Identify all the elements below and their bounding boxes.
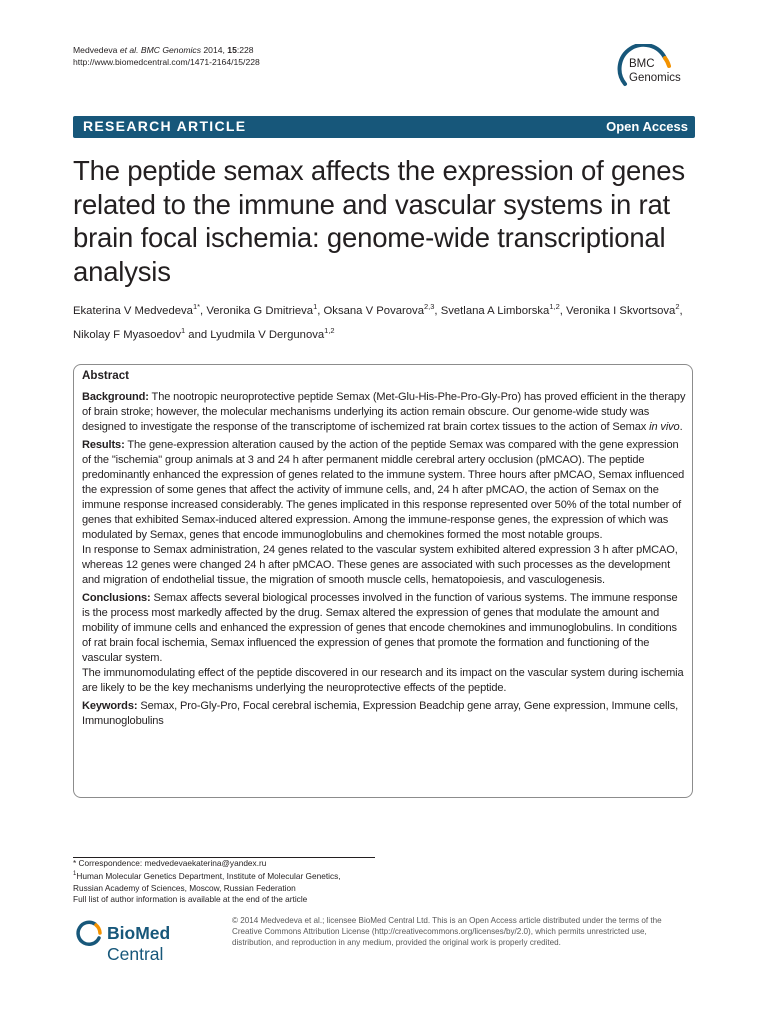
abstract-conclusions: Conclusions: Semax affects several biological processes involved in the function of various systems. The immune response is the process most markedly affected by the drug. Semax altered the expression of genes that modulate the amount and mobility of immune cells and enhanced the expression of genes that encode chemokines and immunoglobulins. In conditions of rat brain focal ischemia, Semax influenced the expression of genes that promote the formation and functioning of the vascular system. <box>82 592 678 664</box>
logo-text-genomics: Genomics <box>629 72 681 84</box>
footnotes <box>73 858 341 905</box>
logo-arc-icon <box>611 44 701 96</box>
logo-text-bmc: BMC <box>629 58 655 70</box>
correspondence-note: * Correspondence: medvedevaekaterina@yandex.ru <box>73 858 267 868</box>
article-type-label: RESEARCH ARTICLE <box>83 118 247 134</box>
affiliation-line-1: $^1$Human Molecular Genetics Department, Institute of Molecular Genetics, <box>73 871 341 882</box>
abstract-results: Results: The gene-expression alteration caused by the action of the peptide Semax was compared with the gene expression of the "ischemia" group animals at 3 and 24 h after permanent middle cerebral artery occlusion (pMCAO). The peptide predominantly enhanced the expression of genes related to the immune system. Three hours after pMCAO, Semax influenced the expression of some genes that affect the activity of immune cells, and, 24 h after pMCAO, the action of Semax on the immune response increased considerably. The genes implicated in this response represented over 50% of the total number of genes that exhibited Semax-induced altered expression. Among the immune-response genes, the expression of which was modulated by Semax, genes that encode immunoglobulins and chemokines formed the most notable groups. <box>82 439 685 541</box>
article-url[interactable]: http://www.biomedcentral.com/1471-2164/15/228 <box>73 57 260 67</box>
citation-line: Medvedeva et al. BMC Genomics 2014, 15:228 <box>73 45 254 55</box>
abstract-keywords: Keywords: Semax, Pro-Gly-Pro, Focal cerebral ischemia, Expression Beadchip gene array, Gene expression, Immune cells, Immunoglobulins <box>82 700 679 727</box>
abstract-heading: Abstract <box>82 369 130 382</box>
author-line-2: Nikolay F Myasoedov$^1$ and Lyudmila V Dergunova$^{1,2}$ <box>73 325 335 341</box>
biomed-central-wordmark: BioMed Central <box>107 923 171 964</box>
author-list <box>73 297 698 345</box>
citation-header <box>73 44 260 68</box>
article-title: The peptide semax affects the expression of genes related to the immune and vascular systems in rat brain focal ischemia: genome-wide transcriptional analysis <box>73 155 685 287</box>
bmc-genomics-logo <box>605 44 705 96</box>
abstract-results-cont: In response to Semax administration, 24 genes related to the vascular system exhibited altered expression 3 h after pMCAO, whereas 12 genes were changed 24 h after pMCAO. These genes are associated with such processes as the development and migration of endothelial tissue, the migration of smooth muscle cells, hematopoiesis, and vasculogenesis. <box>82 544 678 586</box>
open-access-label: Open Access <box>606 119 688 134</box>
author-info-note: Full list of author information is available at the end of the article <box>73 893 308 904</box>
abstract-background: Background: The nootropic neuroprotective peptide Semax (Met-Glu-His-Phe-Pro-Gly-Pro) has proved efficient in the therapy of brain stroke; however, the molecular mechanisms underlying its action remain obscure. Our genome-wide study was designed to investigate the response of the transcriptome of ischemized rat brain cortex tissues to the action of Semax in vivo. <box>82 391 686 433</box>
biomed-swirl-icon <box>73 918 105 948</box>
volume: 15 <box>227 45 237 55</box>
affiliation-line-2: Russian Academy of Sciences, Moscow, Russian Federation <box>73 882 296 893</box>
article-type-banner <box>73 116 695 138</box>
author-line-1: Ekaterina V Medvedeva$^{1*}$, Veronika G Dmitrieva$^1$, Oksana V Povarova$^{2,3}$, Svetlana A Limborska$^{1,2}$, Veronika I Skvortsova$^2$, <box>73 302 683 317</box>
abstract-body <box>82 390 686 732</box>
license-statement: © 2014 Medvedeva et al.; licensee BioMed Central Ltd. This is an Open Access article distributed under the terms of the Creative Commons Attribution License (http://creativecommons.org/licenses/by/2.0), which permits unrestricted use, distribution, and reproduction in any medium, provided the original work is properly credited. <box>232 916 662 947</box>
biomed-central-logo <box>73 918 223 964</box>
journal-name: et al. BMC Genomics <box>119 45 202 55</box>
abstract-conclusions-cont: The immunomodulating effect of the peptide discovered in our research and its impact on the vascular system during ischemia are likely to be the key mechanisms underlying the neuroprotective effects of the peptide. <box>82 667 684 694</box>
